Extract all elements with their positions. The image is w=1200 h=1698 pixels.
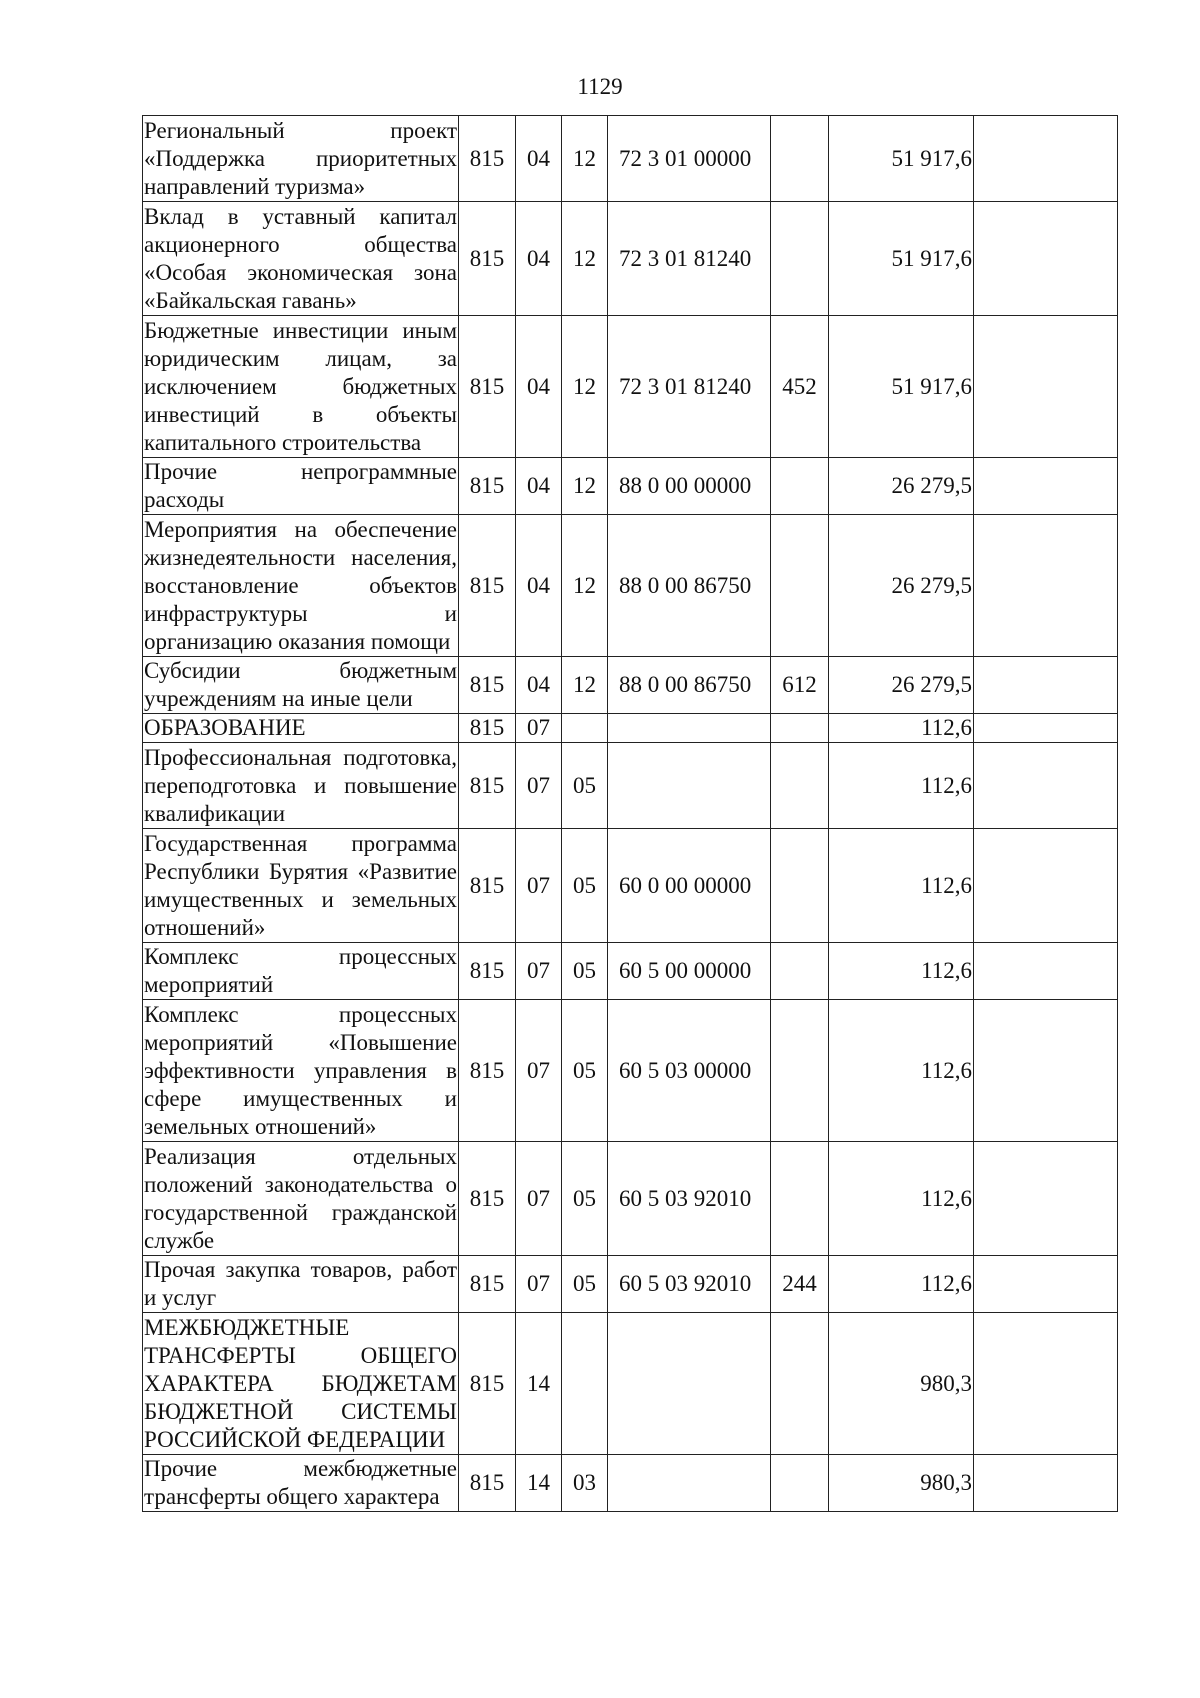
row-pr [562,1313,608,1455]
row-grbs: 815 [459,1313,516,1455]
row-sum: 112,6 [829,943,974,1000]
row-extra [974,458,1118,515]
row-sum: 112,6 [829,743,974,829]
row-rz: 07 [516,1142,562,1256]
table-row [143,116,1118,202]
row-sum: 112,6 [829,714,974,743]
row-vr [771,714,829,743]
table-row [143,1142,1118,1256]
row-extra [974,1256,1118,1313]
table-row [143,829,1118,943]
row-rz: 07 [516,1000,562,1142]
row-grbs: 815 [459,943,516,1000]
row-csr: 88 0 00 86750 [608,657,771,714]
row-csr: 60 5 03 92010 [608,1142,771,1256]
row-rz: 07 [516,829,562,943]
row-name: Мероприятия на обеспечение жизнедеятельности населения, восстановление объектов инфраструктуры и организацию оказания помощи [143,515,459,657]
row-rz: 14 [516,1455,562,1512]
row-name: Прочие непрограммные расходы [143,458,459,515]
row-extra [974,202,1118,316]
table-row [143,316,1118,458]
row-extra [974,1000,1118,1142]
row-csr: 60 5 03 00000 [608,1000,771,1142]
row-pr: 05 [562,829,608,943]
row-rz: 07 [516,743,562,829]
row-csr [608,1313,771,1455]
row-name: Бюджетные инвестиции иным юридическим лицам, за исключением бюджетных инвестиций в объекты капитального строительства [143,316,459,458]
row-sum: 980,3 [829,1455,974,1512]
row-name: Вклад в уставный капитал акционерного общества «Особая экономическая зона «Байкальская гавань» [143,202,459,316]
row-grbs: 815 [459,657,516,714]
row-pr: 05 [562,1000,608,1142]
row-rz: 04 [516,202,562,316]
row-name: Государственная программа Республики Бурятия «Развитие имущественных и земельных отношений» [143,829,459,943]
row-vr [771,1313,829,1455]
row-csr: 60 0 00 00000 [608,829,771,943]
row-extra [974,743,1118,829]
table-row [143,743,1118,829]
budget-table [142,115,1118,1512]
row-vr [771,1455,829,1512]
row-sum: 26 279,5 [829,657,974,714]
row-sum: 51 917,6 [829,116,974,202]
row-name: Региональный проект «Поддержка приоритетных направлений туризма» [143,116,459,202]
row-csr [608,1455,771,1512]
row-vr [771,1000,829,1142]
row-sum: 26 279,5 [829,458,974,515]
row-vr [771,515,829,657]
row-grbs: 815 [459,458,516,515]
row-rz: 07 [516,1256,562,1313]
page-number: 1129 [577,74,623,99]
row-sum: 112,6 [829,1142,974,1256]
table-row [143,1313,1118,1455]
row-csr: 72 3 01 00000 [608,116,771,202]
row-extra [974,316,1118,458]
table-row [143,714,1118,743]
row-name: ОБРАЗОВАНИЕ [143,714,459,743]
row-sum: 51 917,6 [829,316,974,458]
row-name: МЕЖБЮДЖЕТНЫЕ ТРАНСФЕРТЫ ОБЩЕГО ХАРАКТЕРА БЮДЖЕТАМ БЮДЖЕТНОЙ СИСТЕМЫ РОССИЙСКОЙ ФЕДЕРАЦИИ [143,1313,459,1455]
row-csr: 72 3 01 81240 [608,202,771,316]
row-grbs: 815 [459,202,516,316]
row-vr [771,202,829,316]
row-pr: 05 [562,1142,608,1256]
row-pr: 05 [562,943,608,1000]
row-pr: 03 [562,1455,608,1512]
row-extra [974,1455,1118,1512]
row-csr [608,743,771,829]
row-sum: 26 279,5 [829,515,974,657]
row-vr [771,458,829,515]
row-grbs: 815 [459,1256,516,1313]
row-grbs: 815 [459,116,516,202]
row-csr: 88 0 00 00000 [608,458,771,515]
row-pr: 12 [562,458,608,515]
row-csr: 88 0 00 86750 [608,515,771,657]
row-name: Профессиональная подготовка, переподготовка и повышение квалификации [143,743,459,829]
row-pr [562,714,608,743]
row-pr: 12 [562,657,608,714]
row-vr: 612 [771,657,829,714]
row-grbs: 815 [459,1455,516,1512]
row-grbs: 815 [459,316,516,458]
row-rz: 04 [516,657,562,714]
row-name: Комплекс процессных мероприятий «Повышение эффективности управления в сфере имущественных и земельных отношений» [143,1000,459,1142]
row-rz: 14 [516,1313,562,1455]
row-vr [771,829,829,943]
row-pr: 05 [562,743,608,829]
row-vr: 244 [771,1256,829,1313]
row-rz: 04 [516,116,562,202]
row-pr: 12 [562,316,608,458]
row-rz: 04 [516,458,562,515]
row-grbs: 815 [459,1000,516,1142]
row-grbs: 815 [459,714,516,743]
row-name: Субсидии бюджетным учреждениям на иные цели [143,657,459,714]
row-name: Реализация отдельных положений законодательства о государственной гражданской службе [143,1142,459,1256]
table-row [143,1000,1118,1142]
row-extra [974,829,1118,943]
table-row [143,1256,1118,1313]
row-name: Прочая закупка товаров, работ и услуг [143,1256,459,1313]
table-row [143,943,1118,1000]
row-csr: 72 3 01 81240 [608,316,771,458]
row-extra [974,116,1118,202]
row-grbs: 815 [459,829,516,943]
row-grbs: 815 [459,1142,516,1256]
row-sum: 112,6 [829,1256,974,1313]
row-name: Прочие межбюджетные трансферты общего характера [143,1455,459,1512]
table-body [143,116,1118,1512]
row-csr: 60 5 03 92010 [608,1256,771,1313]
row-rz: 07 [516,943,562,1000]
row-rz: 04 [516,515,562,657]
row-vr [771,1142,829,1256]
row-csr: 60 5 00 00000 [608,943,771,1000]
row-pr: 12 [562,515,608,657]
row-rz: 07 [516,714,562,743]
row-sum: 51 917,6 [829,202,974,316]
row-grbs: 815 [459,743,516,829]
row-csr [608,714,771,743]
row-sum: 112,6 [829,1000,974,1142]
row-pr: 12 [562,202,608,316]
row-name: Комплекс процессных мероприятий [143,943,459,1000]
row-extra [974,1142,1118,1256]
table-row [143,458,1118,515]
row-vr [771,943,829,1000]
row-sum: 112,6 [829,829,974,943]
row-rz: 04 [516,316,562,458]
row-pr: 12 [562,116,608,202]
row-sum: 980,3 [829,1313,974,1455]
row-vr [771,116,829,202]
table-row [143,1455,1118,1512]
table-row [143,202,1118,316]
row-grbs: 815 [459,515,516,657]
row-pr: 05 [562,1256,608,1313]
row-extra [974,657,1118,714]
row-vr [771,743,829,829]
row-extra [974,515,1118,657]
row-vr: 452 [771,316,829,458]
row-extra [974,714,1118,743]
row-extra [974,943,1118,1000]
table-row [143,657,1118,714]
row-extra [974,1313,1118,1455]
table-row [143,515,1118,657]
